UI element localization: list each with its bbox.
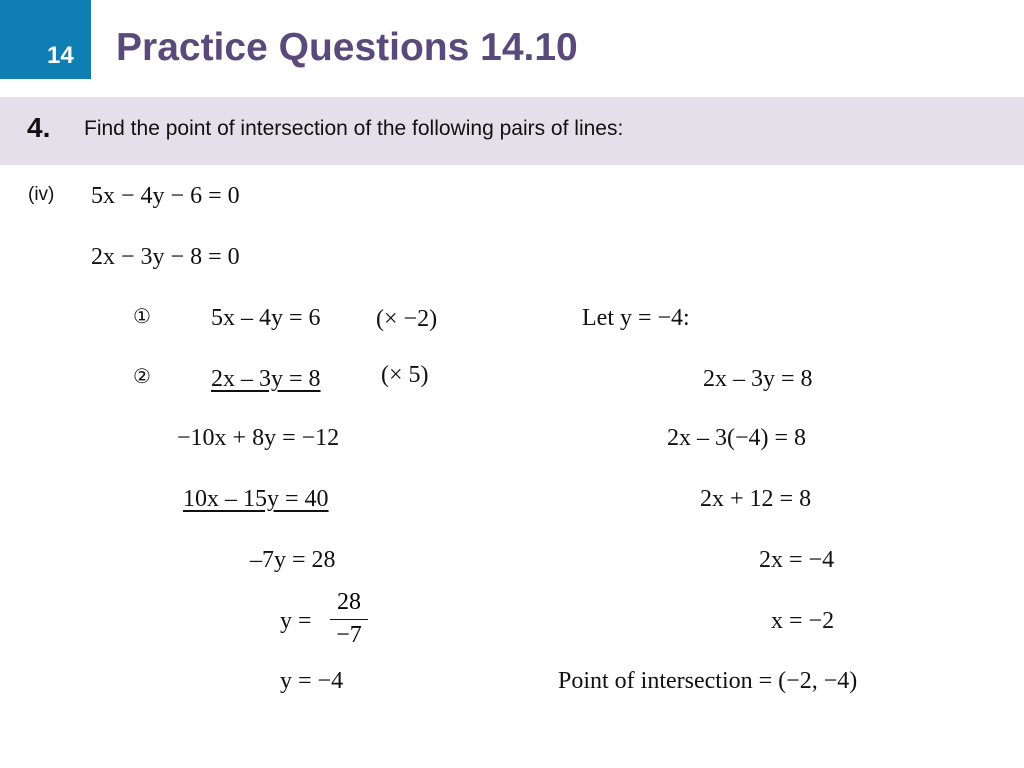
sub-r1: 2x – 3y = 8	[703, 366, 813, 392]
fraction-denominator: −7	[336, 622, 362, 648]
step-s2: 10x – 15y = 40	[183, 486, 329, 512]
step-y-label: y =	[280, 608, 312, 634]
chapter-number: 14	[47, 42, 74, 69]
step-s1: −10x + 8y = −12	[177, 425, 340, 451]
equation-1: 5x − 4y − 6 = 0	[91, 183, 240, 209]
page-title: Practice Questions 14.10	[116, 26, 578, 69]
step-eq2: 2x – 3y = 8	[211, 366, 321, 392]
equation-2: 2x − 3y − 8 = 0	[91, 244, 240, 270]
question-number: 4.	[27, 112, 51, 143]
chapter-badge	[0, 0, 91, 79]
fraction-numerator: 28	[337, 589, 361, 615]
sub-let: Let y = −4:	[582, 305, 690, 331]
question-text: Find the point of intersection of the following pairs of lines:	[84, 117, 624, 140]
part-label: (iv)	[28, 184, 55, 205]
sub-r3: 2x + 12 = 8	[700, 486, 812, 512]
step-s5: y = −4	[280, 668, 344, 694]
sub-r4: 2x = −4	[759, 547, 835, 573]
multiplier-2: (× 5)	[381, 362, 429, 388]
circled-two: ②	[133, 366, 151, 388]
fraction-bar	[330, 619, 368, 620]
step-eq1: 5x – 4y = 6	[211, 305, 321, 331]
result: Point of intersection = (−2, −4)	[558, 668, 858, 694]
sub-r2: 2x – 3(−4) = 8	[667, 425, 807, 451]
fraction	[330, 589, 368, 649]
step-s3: –7y = 28	[250, 547, 336, 573]
sub-r5: x = −2	[771, 608, 835, 634]
multiplier-1: (× −2)	[376, 306, 438, 332]
circled-one: ①	[133, 306, 151, 328]
